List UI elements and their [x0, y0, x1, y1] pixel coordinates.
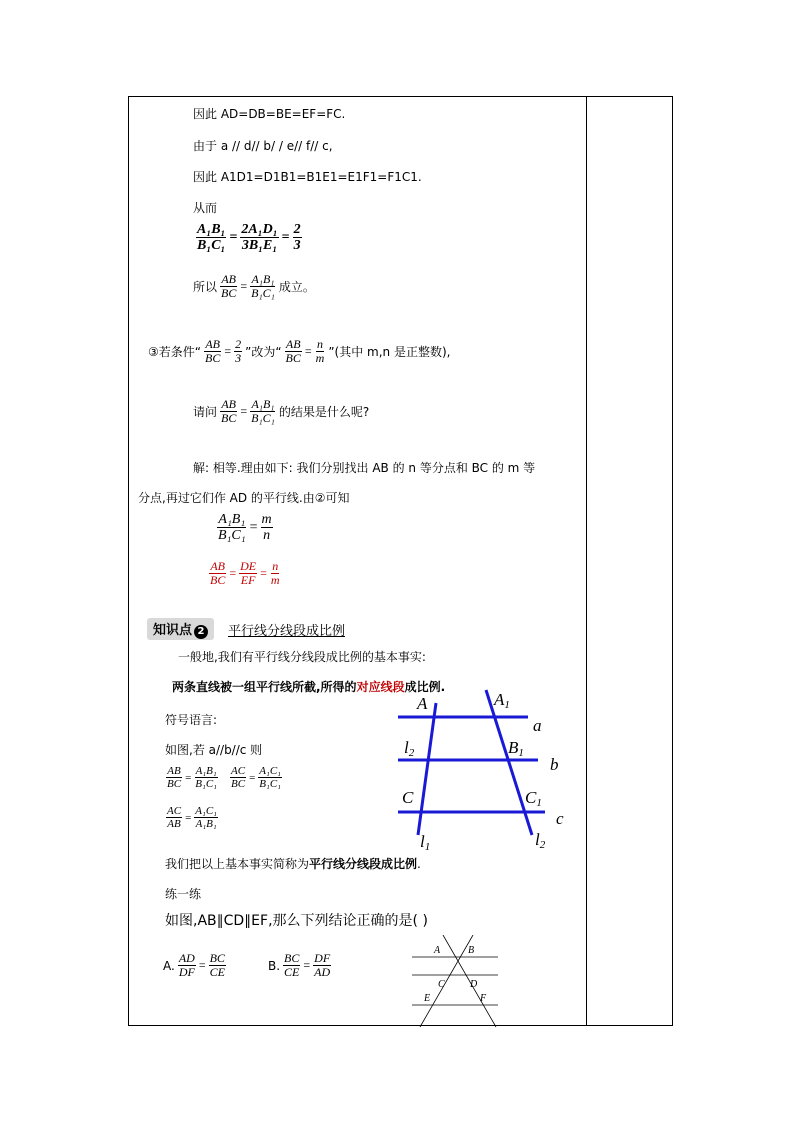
svg-text:C1: C1 — [525, 788, 542, 809]
svg-text:A: A — [434, 945, 441, 956]
section-title: 平行线分线段成比例 — [228, 624, 346, 639]
formula-set-1: $\frac{AB}{BC}$ = $\frac{\text{A₁B₁}}{\text{B₁C₁}}$ $\frac{AC}{BC}$ = $\frac{\text{A₁C₁}}{\text{B₁C₁}}$ — [167, 765, 281, 791]
fraction: $\frac{2}{3}$ — [293, 222, 301, 254]
formula-set-2: $\frac{AC}{AB}$ = $\frac{\text{A₁C₁}}{\text{A₁B₁}}$ — [167, 805, 217, 831]
text-line-4: 从而 — [193, 201, 218, 215]
svg-text:A1: A1 — [494, 690, 510, 711]
svg-text:B1: B1 — [508, 738, 524, 759]
formula-red-ratio: $\frac{AB}{BC}$ = $\frac{DE}{EF}$ = $\frac{n}{m}$ — [210, 559, 280, 588]
svg-text:C: C — [438, 979, 445, 990]
svg-text:l1: l1 — [420, 832, 431, 853]
solution-line-1: 解: 相等.理由如下: 我们分别找出 AB 的 n 等分点和 BC 的 m 等 — [193, 461, 536, 475]
practice-figure — [408, 935, 503, 1030]
option-a[interactable]: A. $\frac{AD}{DF}$ = $\frac{BC}{CE}$ — [163, 951, 225, 980]
given-condition: 如图,若 a//b//c 则 — [165, 743, 263, 757]
formula-conclusion: 所以 $\frac{AB}{BC}$ = $\frac{\text{A₁B₁}}{\text{B₁C₁}}$ 成立。 — [193, 272, 315, 301]
svg-text:E: E — [424, 993, 431, 1004]
practice-question: 如图,AB∥CD∥EF,那么下列结论正确的是( ) — [165, 913, 428, 929]
knowledge-point-tag: 知识点 2 — [147, 618, 214, 640]
solution-line-2: 分点,再过它们作 AD 的平行线.由②可知 — [138, 491, 350, 505]
condition-line: ③若条件“ $\frac{AB}{BC}$ = $\frac{2}{3}$ ”改为“ $\frac{AB}{BC}$ = $\frac{n}{m}$ ”(其中 m,n 是正整数), — [148, 337, 451, 366]
text-line-1: 因此 AD=DB=BE=EF=FC. — [193, 107, 346, 121]
parallel-lines-figure — [390, 685, 580, 855]
formula-ratio-derivation: $\frac{\text{A₁B₁}}{\text{B₁C₁}}$ = $\frac{\text{2A₁D₁}}{\text{3B₁E₁}}$ = $\frac{2}{3}$ — [197, 222, 301, 254]
summary-line: 我们把以上基本事实简称为平行线分线段成比例. — [165, 857, 421, 871]
svg-text:A: A — [417, 694, 428, 713]
formula-mn: $\frac{\text{A₁B₁}}{\text{B₁C₁}}$ = $\frac{m}{n}$ — [218, 512, 272, 544]
svg-text:B: B — [468, 945, 475, 956]
svg-text:a: a — [533, 716, 542, 735]
basic-fact: 两条直线被一组平行线所截,所得的对应线段成比例. — [172, 680, 446, 694]
svg-text:F: F — [480, 993, 487, 1004]
fraction: $\frac{\text{A₁B₁}}{\text{B₁C₁}}$ — [197, 222, 226, 254]
option-b[interactable]: B. $\frac{BC}{CE}$ = $\frac{DF}{AD}$ — [268, 951, 331, 980]
text-line-3: 因此 A1D1=D1B1=B1E1=E1F1=F1C1. — [193, 170, 422, 184]
svg-text:c: c — [556, 809, 564, 828]
question-line: 请问 $\frac{AB}{BC}$ = $\frac{\text{A₁B₁}}{\text{B₁C₁}}$ 的结果是什么呢? — [193, 397, 370, 426]
practice-label: 练一练 — [165, 887, 202, 901]
table-column-divider — [586, 96, 587, 1026]
svg-text:C: C — [402, 788, 414, 807]
svg-text:l2: l2 — [404, 738, 415, 759]
tag-number-badge: 2 — [194, 625, 208, 639]
svg-text:b: b — [550, 755, 559, 774]
fraction: $\frac{\text{2A₁D₁}}{\text{3B₁E₁}}$ — [241, 222, 278, 254]
svg-text:l2: l2 — [535, 830, 546, 851]
text-line-2: 由于 a // d// b/ / e// f// c, — [193, 139, 333, 153]
svg-text:D: D — [470, 979, 478, 990]
section-intro: 一般地,我们有平行线分线段成比例的基本事实: — [178, 650, 426, 664]
symbol-language-label: 符号语言: — [165, 713, 218, 727]
